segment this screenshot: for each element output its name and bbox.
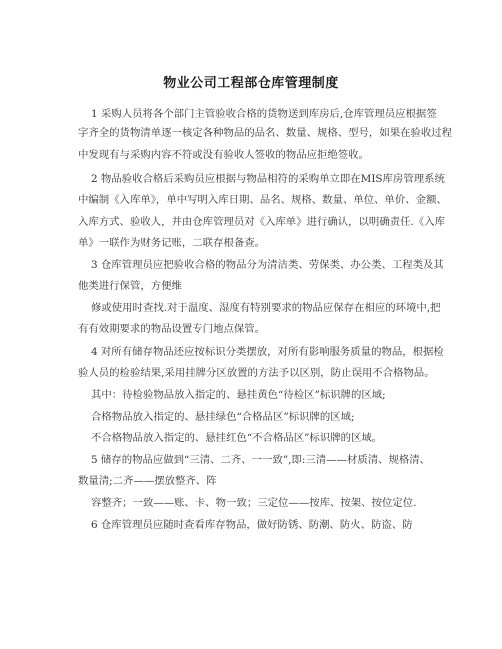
- paragraph-line: 修或使用时查找.对于温度、湿度有特别要求的物品应保存在相应的环境中,把: [91, 302, 441, 314]
- paragraph-line: 5 储存的物品应做到“三清、二齐、一一致”,即:三清——材质清、规格清、: [91, 454, 431, 466]
- paragraph-line: 他类进行保管，方便维: [78, 280, 182, 292]
- paragraph-line: 3 仓库管理员应把验收合格的物品分为清洁类、劳保类、办公类、工程类及其: [91, 259, 444, 271]
- paragraph-line: 6 仓库管理员应随时查看库存物品，做好防锈、防潮、防火、防盗、防: [91, 519, 413, 531]
- paragraph-line: 有有效期要求的物品设置专门地点保管。: [78, 323, 266, 335]
- paragraph-line: 1 采购人员将各个部门主管验收合格的货物送到库房后,仓库管理员应根据签: [91, 108, 437, 120]
- paragraph-line: 4 对所有储存物品还应按标识分类摆放，对所有影响服务质量的物品，根据检: [91, 346, 444, 358]
- paragraph-line: 不合格物品放入指定的、悬挂红色“不合格品区”标识牌的区域。: [91, 432, 383, 444]
- paragraph-line: 字齐全的货物清单逐一核定各种物品的品名、数量、规格、型号，如果在验收过程: [78, 127, 453, 139]
- paragraph-line: 单》一联作为财务记账，二联存根备查。: [78, 237, 266, 249]
- paragraph-line: 合格物品放入指定的、悬挂绿色“合格品区”标识牌的区域;: [91, 411, 355, 423]
- paragraph-line: 容整齐；一致——账、卡、物一致；三定位——按库、按架、按位定位.: [91, 497, 417, 509]
- paragraph-line: 数量清;二齐——摆放整齐、阵: [78, 475, 217, 487]
- paragraph-line: 入库方式、验收人，并由仓库管理员对《入库单》进行确认，以明确责任.《入库: [78, 216, 445, 228]
- document-title: 物业公司工程部仓库管理制度: [163, 76, 339, 91]
- paragraph-line: 中发现有与采购内容不符或没有验收人签收的物品应拒绝签收。: [78, 149, 369, 161]
- paragraph-line: 2 物品验收合格后采购员应根据与物品相符的采购单立即在MIS库房管理系统: [91, 173, 445, 185]
- paragraph-line: 验人员的检验结果,采用挂牌分区放置的方法予以区别，防止误用不合格物品。: [78, 367, 435, 379]
- paragraph-line: 其中：待检验物品放入指定的、悬挂黄色“待检区”标识牌的区域;: [91, 389, 386, 401]
- paragraph-line: 中编制《入库单》，单中写明入库日期、品名、规格、数量、单位、单价、金额、: [78, 194, 447, 206]
